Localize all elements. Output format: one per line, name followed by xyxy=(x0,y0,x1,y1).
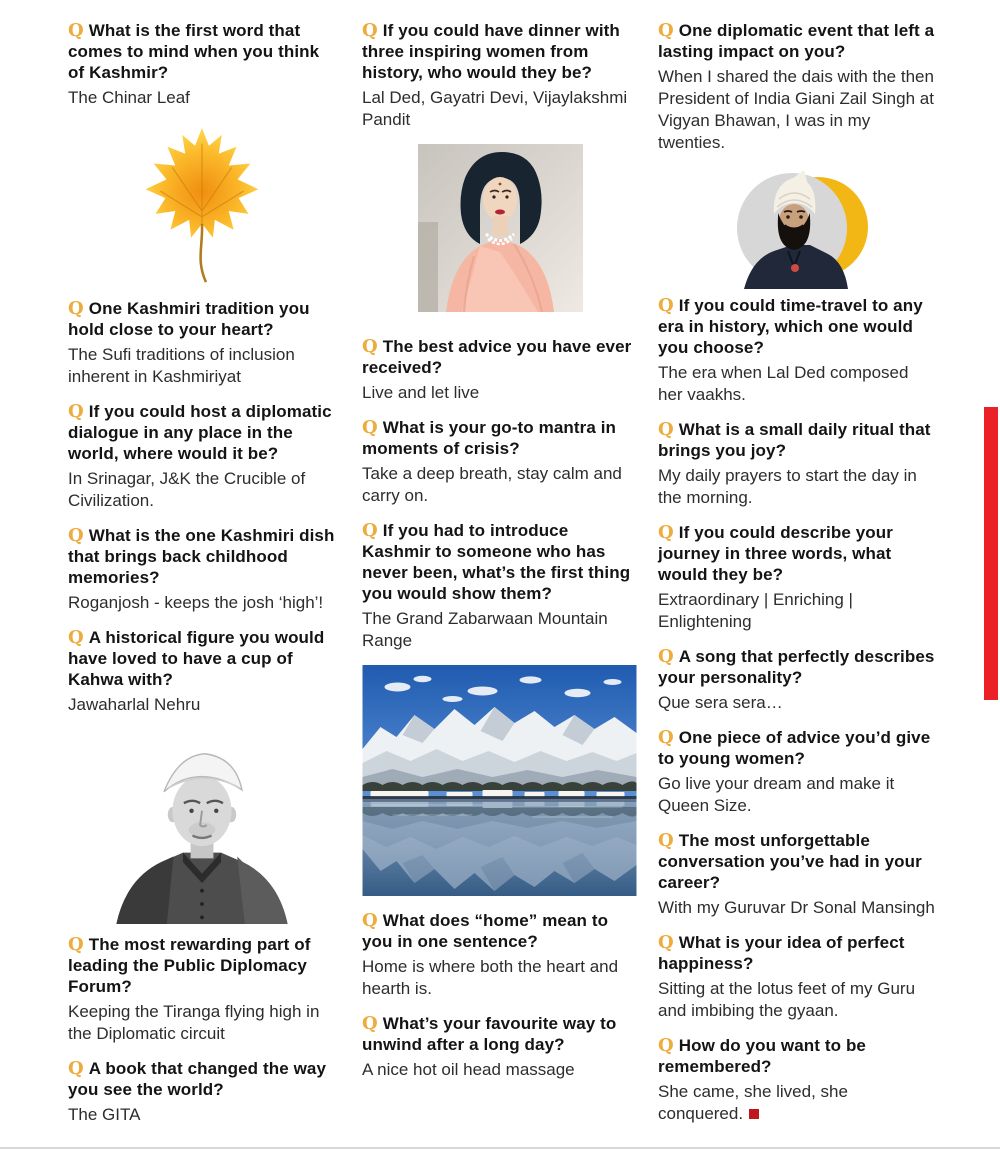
answer-text: With my Guruvar Dr Sonal Mansingh xyxy=(658,898,935,917)
question-text: What is the one Kashmiri dish that brings back childhood memories? xyxy=(68,526,335,587)
q-marker: Q xyxy=(658,20,674,41)
answer-text: Live and let live xyxy=(362,383,480,402)
answer-text: The Sufi traditions of inclusion inherent in Kashmiriyat xyxy=(68,345,295,386)
question-text: If you had to introduce Kashmir to someone who has never been, what’s the first thing you would show them? xyxy=(362,521,631,603)
qa-item xyxy=(68,627,336,716)
question-text: One diplomatic event that left a lasting impact on you? xyxy=(658,21,935,61)
qa-item xyxy=(658,646,935,714)
question-text: What is the first word that comes to mind when you think of Kashmir? xyxy=(68,21,320,82)
q-marker: Q xyxy=(362,20,378,41)
question-text: What is your go-to mantra in moments of crisis? xyxy=(362,418,617,458)
chinar-leaf-image xyxy=(127,122,277,290)
column-left xyxy=(68,20,336,1139)
q-marker: Q xyxy=(658,727,674,748)
qa-item xyxy=(658,419,935,509)
qa-item xyxy=(362,910,639,1000)
qa-item xyxy=(362,520,639,652)
q-marker: Q xyxy=(362,910,378,931)
q-marker: Q xyxy=(658,419,674,440)
answer-text: A nice hot oil head massage xyxy=(362,1060,575,1079)
question-text: If you could describe your journey in three words, what would they be? xyxy=(658,523,893,584)
question-text: The most unforgettable conversation you’ve had in your career? xyxy=(658,831,922,892)
answer-text: My daily prayers to start the day in the morning. xyxy=(658,466,917,507)
gayatri-devi-portrait xyxy=(418,144,583,312)
qa-item xyxy=(658,295,935,406)
nehru-portrait-image xyxy=(88,729,316,924)
question-text: What’s your favourite way to unwind after a long day? xyxy=(362,1014,617,1054)
qa-item xyxy=(658,20,935,154)
q-marker: Q xyxy=(658,1035,674,1056)
answer-text: The GITA xyxy=(68,1105,141,1124)
mountain-range-image xyxy=(362,665,637,896)
q-marker: Q xyxy=(658,646,674,667)
answer-text: The Chinar Leaf xyxy=(68,88,190,107)
answer-text: The era when Lal Ded composed her vaakhs. xyxy=(658,363,909,404)
answer-text: Roganjosh - keeps the josh ‘high’! xyxy=(68,593,324,612)
answer-text: Take a deep breath, stay calm and carry on. xyxy=(362,464,622,505)
question-text: What does “home” mean to you in one sentence? xyxy=(362,911,609,951)
question-text: If you could have dinner with three inspiring women from history, who would they be? xyxy=(362,21,620,82)
qa-item xyxy=(68,1058,336,1126)
q-marker: Q xyxy=(68,934,84,955)
q-marker: Q xyxy=(68,525,84,546)
qa-item xyxy=(658,727,935,817)
answer-text: Sitting at the lotus feet of my Guru and imbibing the gyaan. xyxy=(658,979,916,1020)
bottom-divider-line xyxy=(0,1147,1000,1149)
zabarwaan-mountain-range-photo xyxy=(362,665,637,896)
answer-text: In Srinagar, J&K the Crucible of Civilization. xyxy=(68,469,306,510)
question-text: If you could time-travel to any era in history, which one would you choose? xyxy=(658,296,923,357)
qa-item xyxy=(658,830,935,919)
q-marker: Q xyxy=(658,522,674,543)
giani-zail-singh-portrait xyxy=(722,167,872,289)
question-text: A song that perfectly describes your personality? xyxy=(658,647,935,687)
q-marker: Q xyxy=(68,401,84,422)
qa-item xyxy=(68,401,336,512)
question-text: A book that changed the way you see the world? xyxy=(68,1059,327,1099)
qa-item xyxy=(68,525,336,614)
q-marker: Q xyxy=(362,336,378,357)
qa-item xyxy=(658,522,935,633)
answer-text: Que sera sera… xyxy=(658,693,783,712)
qa-item xyxy=(362,1013,639,1081)
question-text: A historical figure you would have loved to have a cup of Kahwa with? xyxy=(68,628,325,689)
question-text: How do you want to be remembered? xyxy=(658,1036,866,1076)
q-marker: Q xyxy=(68,627,84,648)
question-text: If you could host a diplomatic dialogue in any place in the world, where would it be? xyxy=(68,402,332,463)
qa-item xyxy=(658,1035,935,1125)
question-text: One piece of advice you’d give to young women? xyxy=(658,728,931,768)
answer-text: Go live your dream and make it Queen Size. xyxy=(658,774,895,815)
gayatri-devi-image xyxy=(418,144,583,312)
question-text: The most rewarding part of leading the Public Diplomacy Forum? xyxy=(68,935,311,996)
column-middle xyxy=(362,20,639,1094)
answer-text: Jawaharlal Nehru xyxy=(68,695,201,714)
q-marker: Q xyxy=(658,932,674,953)
answer-text: Keeping the Tiranga flying high in the Diplomatic circuit xyxy=(68,1002,320,1043)
red-accent-bar xyxy=(984,407,998,700)
qa-item xyxy=(362,20,639,131)
answer-text: Extraordinary | Enriching | Enlightening xyxy=(658,590,853,631)
zail-singh-image xyxy=(722,167,872,289)
article-end-marker xyxy=(749,1109,759,1119)
qa-item xyxy=(362,417,639,507)
q-marker: Q xyxy=(68,298,84,319)
q-marker: Q xyxy=(362,417,378,438)
q-marker: Q xyxy=(658,830,674,851)
question-text: One Kashmiri tradition you hold close to your heart? xyxy=(68,299,310,339)
q-marker: Q xyxy=(68,20,84,41)
answer-text: When I shared the dais with the then President of India Giani Zail Singh at Vigyan Bhawan, I was in my twenties. xyxy=(658,67,934,152)
question-text: The best advice you have ever received? xyxy=(362,337,632,377)
qa-item xyxy=(362,336,639,404)
q-marker: Q xyxy=(362,520,378,541)
qa-item xyxy=(68,934,336,1045)
column-right xyxy=(658,20,935,1138)
question-text: What is your idea of perfect happiness? xyxy=(658,933,905,973)
question-text: What is a small daily ritual that brings you joy? xyxy=(658,420,931,460)
qa-item xyxy=(68,298,336,388)
qa-item xyxy=(68,20,336,109)
answer-text: Lal Ded, Gayatri Devi, Vijaylakshmi Pandit xyxy=(362,88,628,129)
answer-text: She came, she lived, she conquered. xyxy=(658,1082,848,1123)
jawaharlal-nehru-portrait xyxy=(88,729,316,924)
qa-item xyxy=(658,932,935,1022)
chinar-leaf-illustration xyxy=(127,122,277,290)
q-marker: Q xyxy=(362,1013,378,1034)
q-marker: Q xyxy=(68,1058,84,1079)
q-marker: Q xyxy=(658,295,674,316)
answer-text: Home is where both the heart and hearth is. xyxy=(362,957,619,998)
answer-text: The Grand Zabarwaan Mountain Range xyxy=(362,609,608,650)
